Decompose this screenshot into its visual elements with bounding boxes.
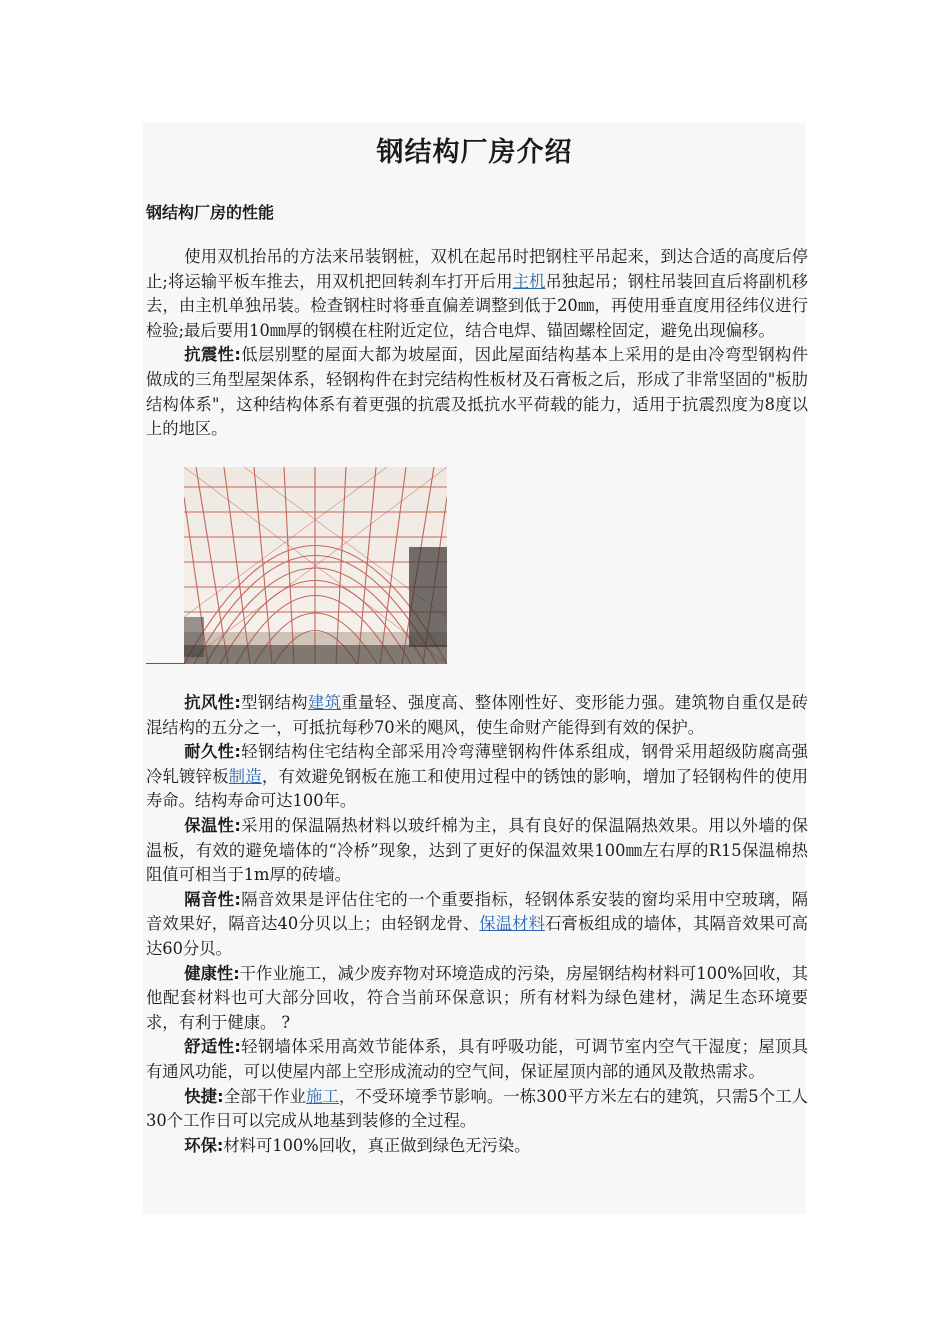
label-seismic: 抗震性: bbox=[184, 345, 241, 365]
paragraph-insulation: 保温性:采用的保温隔热材料以玻纤棉为主，具有良好的保温隔热效果。用以外墙的保温板，有效的避免墙体的“冷桥”现象，达到了更好的保温效果100㎜左右厚的R15保温棉热阻值可相当于1m厚的砖墙。 bbox=[146, 815, 808, 885]
paragraph-soundproof: 隔音性:隔音效果是评估住宅的一个重要指标，轻钢体系安装的窗均采用中空玻璃，隔音效果好，隔音达40分贝以上；由轻钢龙骨、保温材料石膏板组成的墙体，其隔音效果可高达60分贝。 bbox=[146, 889, 808, 958]
label-insulation: 保温性: bbox=[184, 815, 241, 835]
image-link-underline bbox=[146, 663, 184, 664]
steel-truss-image bbox=[184, 467, 447, 664]
section-heading: 钢结构厂房的性能 bbox=[146, 203, 275, 222]
link-manufacture[interactable]: 制造 bbox=[228, 766, 262, 786]
link-host-machine[interactable]: 主机 bbox=[512, 271, 546, 291]
label-eco: 环保: bbox=[184, 1135, 224, 1155]
label-soundproof: 隔音性: bbox=[184, 889, 241, 909]
page-title: 钢结构厂房介绍 bbox=[376, 137, 573, 168]
paragraph-eco: 环保:材料可100%回收，真正做到绿色无污染。 bbox=[184, 1135, 531, 1155]
label-wind: 抗风性: bbox=[184, 693, 241, 712]
label-fast: 快捷: bbox=[184, 1086, 224, 1106]
label-health: 健康性: bbox=[184, 963, 240, 983]
steel-truss-photo[interactable] bbox=[184, 467, 447, 664]
paragraph-health: 健康性:干作业施工，减少废弃物对环境造成的污染，房屋钢结构材料可100%回收，其他配套材料也可大部分回收，符合当前环保意识；所有材料为绿色建材，满足生态环境要求，有利于健康。 ? bbox=[146, 963, 808, 1032]
label-durability: 耐久性: bbox=[184, 742, 241, 762]
link-insulation-material[interactable]: 保温材料 bbox=[479, 914, 546, 934]
link-building[interactable]: 建筑 bbox=[307, 693, 342, 712]
paragraph-durability: 耐久性:轻钢结构住宅结构全部采用冷弯薄壁钢构件体系组成，钢骨采用超级防腐高强冷轧镀锌板制造，有效避免钢板在施工和使用过程中的锈蚀的影响，增加了轻钢构件的使用寿命。结构寿命可达100年。 bbox=[146, 742, 808, 811]
body-text-bottom bbox=[146, 691, 808, 1158]
paragraph-comfort: 舒适性:轻钢墙体采用高效节能体系，具有呼吸功能，可调节室内空气干湿度；屋顶具有通风功能，可以使屋内部上空形成流动的空气间，保证屋顶内部的通风及散热需求。 bbox=[146, 1037, 808, 1081]
paragraph-fast: 快捷:全部干作业施工，不受环境季节影响。一栋300平方米左右的建筑，只需5个工人30个工作日可以完成从地基到装修的全过程。 bbox=[146, 1086, 808, 1131]
paragraph-wind: 抗风性:型钢结构建筑重量轻、强度高、整体刚性好、变形能力强。建筑物自重仅是砖混结构的五分之一，可抵抗每秒70米的飓风，使生命财产能得到有效的保护。 bbox=[146, 693, 808, 737]
body-text-top bbox=[146, 245, 808, 442]
link-construction[interactable]: 施工 bbox=[306, 1086, 339, 1106]
label-comfort: 舒适性: bbox=[184, 1037, 241, 1057]
paragraph-seismic: 抗震性:低层别墅的屋面大都为坡屋面，因此屋面结构基本上采用的是由冷弯型钢构件做成的三角型屋架体系，轻钢构件在封完结构性板材及石膏板之后，形成了非常坚固的"板肋结构体系"，这种结构体系有着更强的抗震及抵抗水平荷载的能力，适用于抗震烈度为8度以上的地区。 bbox=[146, 345, 808, 439]
paragraph-lifting: 使用双机抬吊的方法来吊装钢桩，双机在起吊时把钢柱平吊起来，到达合适的高度后停止;将运输平板车推去，用双机把回转刹车打开后用主机吊独起吊；钢柱吊装回直后将副机移去，由主机单独吊装。检查钢柱时将垂直偏差调整到低于20㎜，再使用垂直度用径纬仪进行检验;最后要用10㎜厚的钢模在柱附近定位，结合电焊、锚固螺栓固定，避免出现偏移。 bbox=[146, 247, 808, 340]
